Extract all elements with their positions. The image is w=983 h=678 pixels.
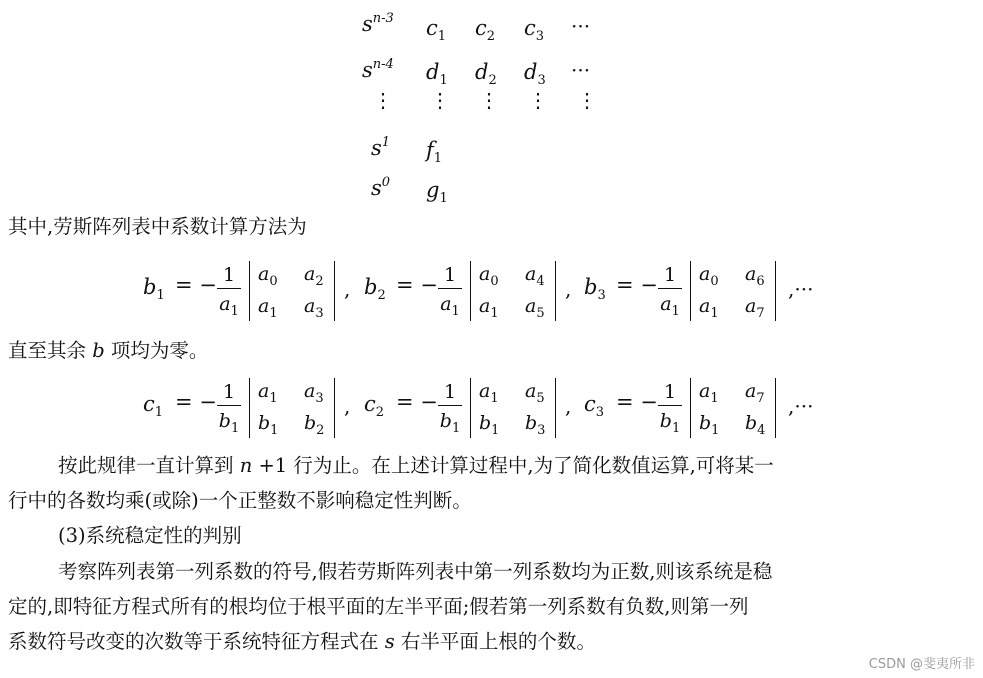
row-label: $s^{n-4}$ — [362, 57, 394, 82]
table-cell: $d_3$ — [524, 60, 546, 88]
formula-lhs: $c_3$ — [584, 392, 605, 420]
determinant: $a_0$ $a_6$ $a_1$ $a_7$ — [690, 261, 776, 321]
paragraph-line: 定的,即特征方程式所有的根均位于根平面的左半平面;假若第一列系数有负数,则第一列 — [8, 595, 749, 618]
fraction: 1 $b_1$ — [659, 381, 681, 436]
determinant: $a_1$ $a_3$ $b_1$ $b_2$ — [249, 378, 335, 438]
fraction: 1 $a_1$ — [438, 262, 462, 317]
until-b-text: 直至其余 b 项均为零。 — [8, 339, 209, 362]
formula-lhs: $b_2$ — [364, 275, 386, 303]
determinant: $a_1$ $a_7$ $b_1$ $b_4$ — [690, 378, 776, 438]
determinant: $a_0$ $a_2$ $a_1$ $a_3$ — [249, 261, 335, 321]
paragraph-line: 按此规律一直计算到 n +1 行为止。在上述计算过程中,为了简化数值运算,可将某一 — [58, 454, 774, 477]
table-cell: $f_1$ — [426, 138, 443, 166]
row-label: $s^{n-3}$ — [362, 11, 394, 36]
table-cell: $d_2$ — [475, 60, 497, 88]
row-label: $s^0$ — [371, 175, 391, 200]
determinant: $a_1$ $a_5$ $b_1$ $b_3$ — [470, 378, 556, 438]
table-cell: $d_1$ — [426, 60, 448, 88]
paragraph-line: 行中的各数均乘(或除)一个正整数不影响稳定性判断。 — [8, 489, 472, 512]
vertical-ellipsis: ⋮ — [528, 88, 548, 112]
table-cell: $g_1$ — [426, 178, 448, 206]
comma: , — [565, 277, 572, 301]
equals-minus: = − — [616, 390, 658, 414]
formula-lhs: $b_3$ — [584, 275, 606, 303]
equals-minus: = − — [616, 273, 658, 297]
table-cell: $c_2$ — [475, 16, 496, 44]
formula-row-c — [0, 378, 983, 438]
ellipsis: ··· — [571, 58, 591, 82]
equals-minus: = − — [175, 273, 217, 297]
comma: , — [344, 277, 351, 301]
formula-lhs: $c_1$ — [143, 392, 164, 420]
paragraph-line: 系数符号改变的次数等于系统特征方程式在 s 右半平面上根的个数。 — [8, 630, 596, 653]
vertical-ellipsis: ⋮ — [479, 88, 499, 112]
trailing-ellipsis: ,··· — [788, 277, 814, 301]
table-cell: $c_1$ — [426, 16, 447, 44]
fraction: 1 $b_1$ — [218, 381, 240, 436]
equals-minus: = − — [175, 390, 217, 414]
paragraph-line: 考察阵列表第一列系数的符号,假若劳斯阵列表中第一列系数均为正数,则该系统是稳 — [58, 560, 773, 583]
ellipsis: ··· — [571, 14, 591, 38]
fraction: 1 $b_1$ — [439, 381, 461, 436]
vertical-ellipsis: ⋮ — [373, 88, 393, 112]
comma: , — [344, 394, 351, 418]
trailing-ellipsis: ,··· — [788, 394, 814, 418]
fraction: 1 $a_1$ — [217, 262, 241, 317]
equals-minus: = − — [396, 273, 438, 297]
formula-row-b — [0, 261, 983, 321]
formula-lhs: $c_2$ — [364, 392, 385, 420]
vertical-ellipsis: ⋮ — [577, 88, 597, 112]
row-label: $s^1$ — [371, 135, 391, 160]
table-cell: $c_3$ — [524, 16, 545, 44]
equals-minus: = − — [396, 390, 438, 414]
determinant: $a_0$ $a_4$ $a_1$ $a_5$ — [470, 261, 556, 321]
intro-text: 其中,劳斯阵列表中系数计算方法为 — [8, 215, 307, 238]
vertical-ellipsis: ⋮ — [430, 88, 450, 112]
watermark: CSDN @斐夷所非 — [868, 657, 975, 672]
fraction: 1 $a_1$ — [658, 262, 682, 317]
comma: , — [565, 394, 572, 418]
section-heading: (3)系统稳定性的判别 — [58, 524, 242, 547]
formula-lhs: $b_1$ — [143, 275, 165, 303]
